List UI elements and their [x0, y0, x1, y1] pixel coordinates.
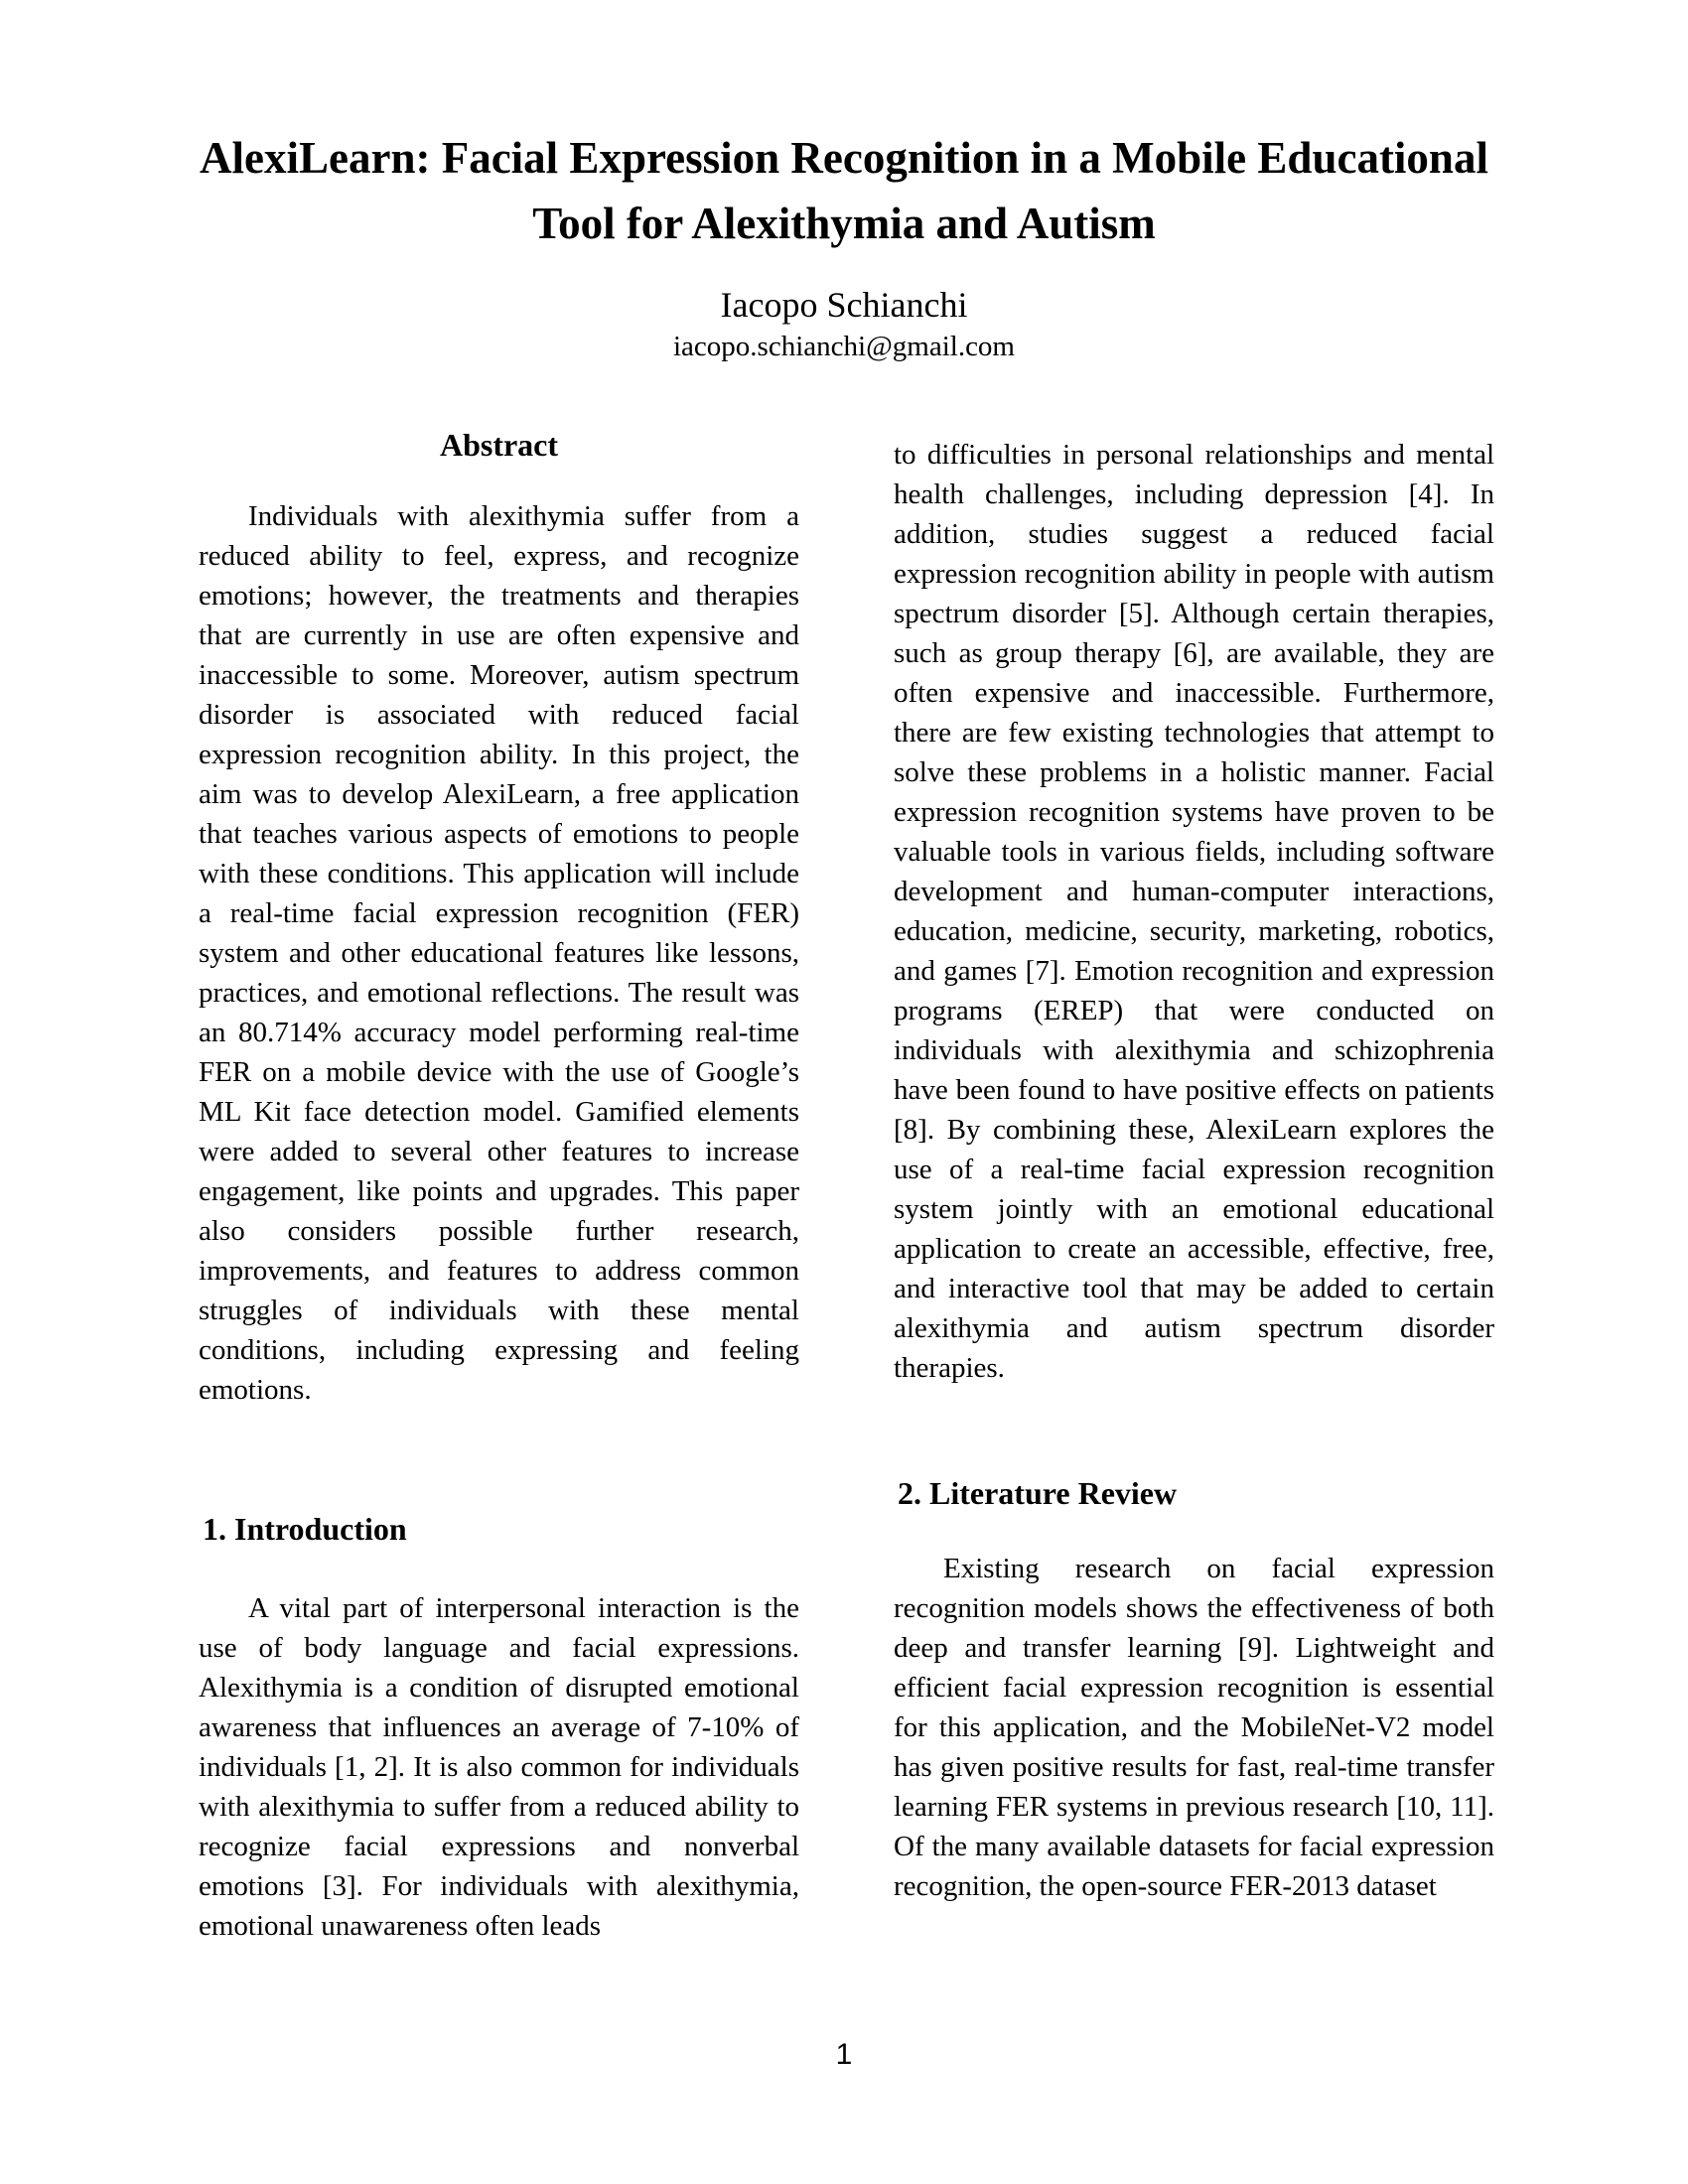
two-column-body: [199, 417, 1494, 1946]
abstract-heading: Abstract: [439, 427, 559, 463]
introduction-heading: 1. Introduction: [203, 1511, 407, 1547]
page-number: 1: [835, 2038, 853, 2071]
introduction-continuation-paragraph: to difficulties in personal relationships and mental health challenges, including depression [4]. In addition, studies suggest a reduced facial expression recognition ability in people with autism spectrum disorder [5]. Although certain therapies, such as group therapy [6], are available, they are often expensive and inaccessible. Furthermore, there are few existing technologies that attempt to solve these problems in a holistic manner. Facial expression recognition systems have proven to be valuable tools in various fields, including software development and human-computer interactions, education, medicine, security, marketing, robotics, and games [7]. Emotion recognition and expression programs (EREP) that were conducted on individuals with alexithymia and schizophrenia have been found to have positive effects on patients [8]. By combining these, AlexiLearn explores the use of a real-time facial expression recognition system jointly with an emotional educational application to create an accessible, effective, free, and interactive tool that may be added to certain alexithymia and autism spectrum disorder therapies.: [894, 439, 1494, 1384]
literature-review-heading: 2. Literature Review: [898, 1475, 1178, 1511]
paper-title: [0, 125, 1688, 256]
paper-title-line-1: AlexiLearn: Facial Expression Recognition in a Mobile Educational: [200, 133, 1488, 183]
introduction-paragraph: A vital part of interpersonal interaction is the use of body language and facial expressions. Alexithymia is a condition of disrupted emotional awareness that influences an average of 7-10% of individuals [1, 2]. It is also common for individuals with alexithymia to suffer from a reduced ability to recognize facial expressions and nonverbal emotions [3]. For individuals with alexithymia, emotional unawareness often leads: [199, 1592, 799, 1942]
paper-title-line-2: Tool for Alexithymia and Autism: [532, 199, 1156, 248]
literature-review-paragraph: Existing research on facial expression recognition models shows the effectiveness of both deep and transfer learning [9]. Lightweight and efficient facial expression recognition is essential for this application, and the MobileNet-V2 model has given positive results for fast, real-time transfer learning FER systems in previous research [10, 11]. Of the many available datasets for facial expression recognition, the open-source FER-2013 dataset: [894, 1553, 1494, 1902]
author-email: iacopo.schianchi@gmail.com: [673, 331, 1015, 362]
abstract-paragraph: Individuals with alexithymia suffer from a reduced ability to feel, express, and recognize emotions; however, the treatments and therapies that are currently in use are often expensive and inaccessible to some. Moreover, autism spectrum disorder is associated with reduced facial expression recognition ability. In this project, the aim was to develop AlexiLearn, a free application that teaches various aspects of emotions to people with these conditions. This application will include a real-time facial expression recognition (FER) system and other educational features like lessons, practices, and emotional reflections. The result was an 80.714% accuracy model performing real-time FER on a mobile device with the use of Google’s ML Kit face detection model. Gamified elements were added to several other features to increase engagement, like points and upgrades. This paper also considers possible further research, improvements, and features to address common struggles of individuals with these mental conditions, including expressing and feeling emotions.: [199, 500, 799, 1406]
paper-header: [0, 125, 1688, 365]
author-name: Iacopo Schianchi: [720, 285, 968, 325]
right-column: [894, 417, 1494, 1946]
left-column: [199, 417, 799, 1946]
